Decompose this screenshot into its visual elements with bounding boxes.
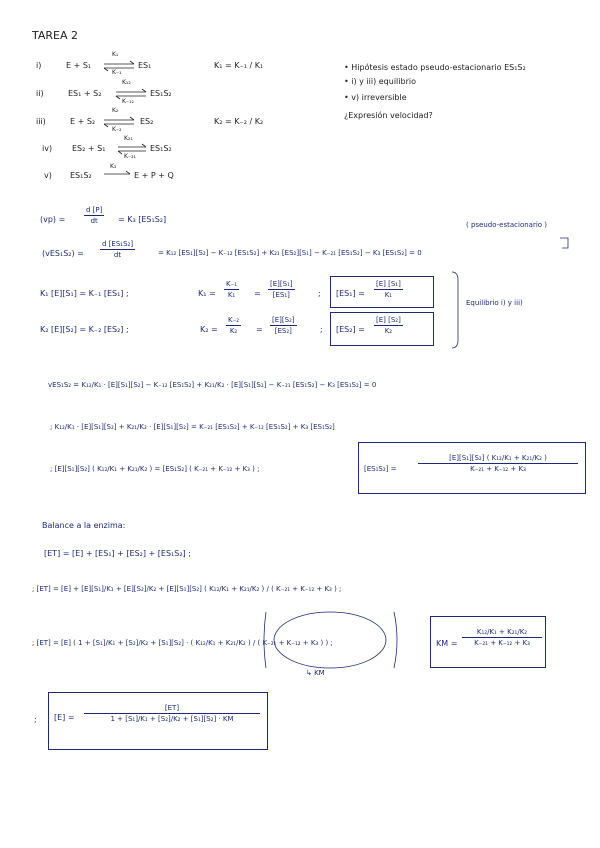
- reaction-arrow-forward: [116, 89, 146, 92]
- fraction-numerator: [E] [S₁]: [376, 280, 401, 288]
- pseudo-bracket: [560, 238, 568, 248]
- reaction-product: ES₁: [138, 61, 152, 70]
- reaction-reactants: ES₁S₂: [70, 171, 92, 180]
- note-hypothesis: • Hipótesis estado pseudo-estacionario ES₁S₂: [344, 63, 526, 72]
- fraction-numerator: K₋₁: [226, 280, 238, 288]
- equilibrium-label: Equilibrio i) y iii): [466, 299, 523, 307]
- fraction-denominator: K₁: [227, 291, 236, 299]
- fraction-denominator: K₋₂₁ + K₋₁₂ + K₃: [470, 465, 526, 473]
- pseudo-stationary-note: ( pseudo-estacionario ): [466, 221, 548, 229]
- separator: ;: [34, 715, 37, 724]
- reaction-arrow-reverse: [118, 151, 146, 154]
- fraction-denominator: 1 + [S₁]/K₁ + [S₂]/K₂ + [S₁][S₂] · KM: [110, 715, 234, 723]
- reaction-arrow-reverse: [104, 68, 134, 71]
- equilibrium-eq2-k: K₂ =: [200, 325, 218, 334]
- reaction-reactants: ES₁ + S₂: [68, 89, 102, 98]
- reaction-product: ES₁S₂: [150, 144, 172, 153]
- equilibrium-eq2-left: K₂ [E][S₂] = K₋₂ [ES₂] ;: [40, 325, 129, 334]
- reaction-arrow-forward: [118, 144, 146, 147]
- vp-fraction-numerator: d [P]: [86, 206, 103, 214]
- reaction-number: i): [36, 61, 42, 70]
- rate-constant-forward: K₁₂: [122, 79, 131, 86]
- substitution-line-2: ; K₁₂/K₁ · [E][S₁][S₂] + K₂₁/K₂ · [E][S₁][S₂] = K₋₂₁ [ES₁S₂] + K₋₁₂ [ES₁S₂] + K₃ [ES₁S₂]: [50, 423, 335, 431]
- fraction-numerator: [E][S₁][S₂] ( K₁₂/K₁ + K₂₁/K₂ ): [418, 454, 578, 464]
- separator: ;: [318, 289, 321, 298]
- fraction-denominator: [ES₁]: [272, 291, 290, 299]
- box-es1-lhs: [ES₁] =: [336, 289, 365, 298]
- ves-label: (vES₁S₂) =: [42, 249, 84, 258]
- fraction-numerator: K₋₂: [228, 316, 240, 324]
- close-paren: [394, 612, 397, 668]
- reaction-arrow-reverse: [104, 124, 134, 127]
- reaction-reactants: E + S₂: [70, 117, 96, 126]
- fraction-numerator: [E][S₁]: [270, 280, 293, 288]
- km-arrow-label: ↳ KM: [306, 669, 325, 677]
- equilibrium-eq1-left: K₁ [E][S₁] = K₋₁ [ES₁] ;: [40, 289, 129, 298]
- reaction-reactants: E + S₁: [66, 61, 92, 70]
- fraction-numerator: [ET]: [84, 704, 260, 714]
- fraction-denominator: K₋₂₁ + K₋₁₂ + K₃: [474, 639, 530, 647]
- note-equilibrium: • i) y iii) equilibrio: [344, 77, 416, 86]
- note-question: ¿Expresión velocidad?: [344, 111, 433, 120]
- substitution-line-1: vES₁S₂ = K₁₂/K₁ · [E][S₁][S₂] − K₋₁₂ [ES₁S₂] + K₂₁/K₂ · [E][S₁][S₂] − K₋₂₁ [ES₁S₂] − K₃ [ES₁S₂] = 0: [48, 381, 377, 389]
- reaction-product: ES₁S₂: [150, 89, 172, 98]
- rate-constant-reverse: K₋₂: [112, 126, 122, 133]
- rate-constant-forward: K₂₁: [124, 135, 133, 142]
- km-circle: [274, 612, 386, 668]
- reaction-arrow-forward: [104, 171, 130, 174]
- fraction-denominator: K₂: [229, 327, 238, 335]
- reaction-reactants: ES₂ + S₁: [72, 144, 106, 153]
- fraction-numerator: K₁₂/K₁ + K₂₁/K₂: [462, 628, 542, 638]
- reaction-arrow-reverse: [116, 96, 146, 99]
- ves-fraction-numerator: d [ES₁S₂]: [102, 240, 134, 248]
- rate-constant-reverse: K₋₂₁: [124, 153, 136, 160]
- rate-constant-forward: K₂: [112, 107, 119, 114]
- fraction-numerator: [E][S₂]: [272, 316, 295, 324]
- box-km-lhs: KM =: [436, 639, 458, 648]
- equilibrium-bracket: [452, 272, 458, 348]
- reaction-product: E + P + Q: [134, 171, 174, 180]
- reaction-number: iv): [42, 144, 53, 153]
- box-es2-lhs: [ES₂] =: [336, 325, 365, 334]
- vp-rhs: = K₃ [ES₁S₂]: [118, 215, 167, 224]
- equals-sign: =: [256, 325, 263, 334]
- k2-definition: K₂ = K₋₂ / K₂: [214, 117, 264, 126]
- rate-constant-forward: K₃: [110, 163, 117, 170]
- reaction-arrow-forward: [104, 117, 134, 120]
- fraction-denominator: [ES₂]: [274, 327, 292, 335]
- balance-line-3: ; [ET] = [E] ( 1 + [S₁]/K₁ + [S₂]/K₂ + [S₁][S₂] · ( K₁₂/K₁ + K₂₁/K₂ ) / ( K₋₂₁ + K₋₁₂ + K₃ ) ) ;: [32, 639, 333, 647]
- reaction-number: v): [44, 171, 52, 180]
- balance-line-1: [ET] = [E] + [ES₁] + [ES₂] + [ES₁S₂] ;: [44, 549, 191, 558]
- box-es1s2-lhs: [ES₁S₂] =: [364, 465, 397, 473]
- fraction-denominator: K₂: [384, 327, 393, 335]
- balance-heading: Balance a la enzima:: [42, 521, 126, 530]
- separator: ;: [320, 325, 323, 334]
- rate-constant-reverse: K₋₁₂: [122, 98, 134, 105]
- open-paren: [264, 612, 266, 668]
- fraction-numerator: [E] [S₂]: [376, 316, 401, 324]
- vp-fraction-denominator: dt: [90, 217, 98, 225]
- vp-label: (vp) =: [40, 215, 66, 224]
- reaction-number: iii): [36, 117, 46, 126]
- balance-line-2: ; [ET] = [E] + [E][S₁]/K₁ + [E][S₂]/K₂ + [E][S₁][S₂] ( K₁₂/K₁ + K₂₁/K₂ ) / ( K₋₂₁ + K₋₁₂ + K₃ ) ;: [32, 585, 342, 593]
- equilibrium-eq1-k: K₁ =: [198, 289, 216, 298]
- equals-sign: =: [254, 289, 261, 298]
- ves-fraction-denominator: dt: [113, 251, 122, 259]
- k1-definition: K₁ = K₋₁ / K₁: [214, 61, 264, 70]
- rate-constant-reverse: K₋₁: [112, 69, 122, 76]
- reaction-product: ES₂: [140, 117, 154, 126]
- ves-rhs: = K₁₂ [ES₁][S₂] − K₋₁₂ [ES₁S₂] + K₂₁ [ES₂][S₁] − K₋₂₁ [ES₁S₂] − K₃ [ES₁S₂] = 0: [158, 249, 422, 257]
- final-lhs: [E] =: [54, 713, 75, 722]
- page-title: TAREA 2: [32, 29, 79, 42]
- reaction-arrow-forward: [104, 61, 134, 64]
- reaction-number: ii): [36, 89, 44, 98]
- substitution-line-3: ; [E][S₁][S₂] ( K₁₂/K₁ + K₂₁/K₂ ) = [ES₁S₂] ( K₋₂₁ + K₋₁₂ + K₃ ) ;: [50, 465, 260, 473]
- fraction-denominator: K₁: [384, 291, 393, 299]
- note-irreversible: • v) irreversible: [344, 93, 407, 102]
- rate-constant-forward: K₁: [112, 51, 119, 58]
